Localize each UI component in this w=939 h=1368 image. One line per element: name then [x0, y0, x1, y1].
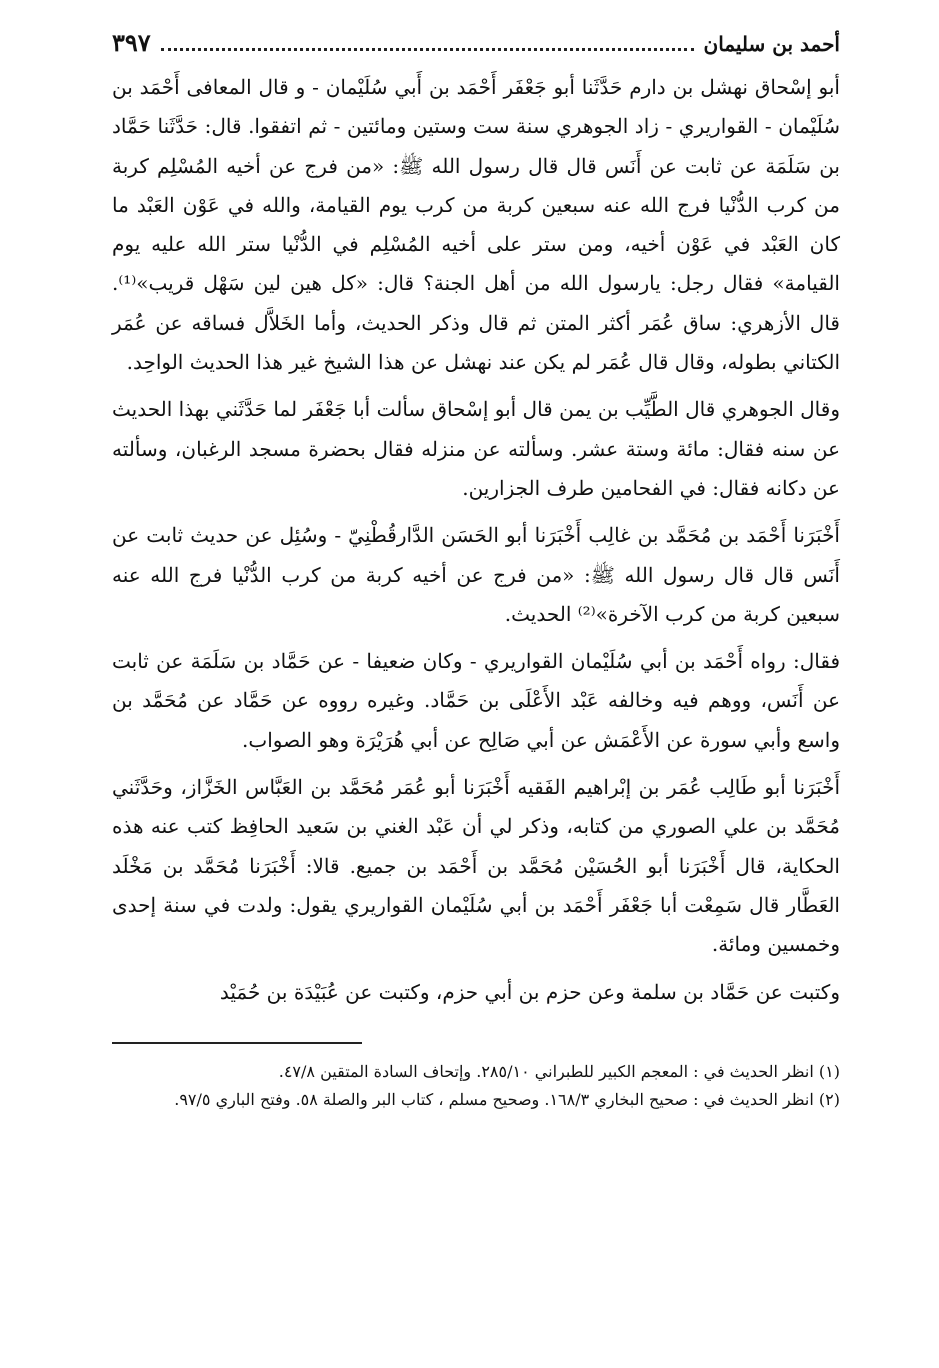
footnotes	[112, 1058, 840, 1114]
footnote: (٢) انظر الحديث في : صحيح البخاري ١٦٨/٣. وصحيح مسلم ، كتاب البر والصلة ٥٨. وفتح الباري ٩٧/٥.	[174, 1089, 840, 1109]
running-title: أحمد بن سليمان	[703, 32, 840, 56]
footnote-separator	[112, 1042, 362, 1044]
book-page	[112, 28, 840, 1114]
footnote: (١) انظر الحديث في : المعجم الكبير للطبراني ٢٨٥/١٠. وإتحاف السادة المتقين ٤٧/٨.	[278, 1061, 840, 1081]
paragraph: أَخْبَرَنا أبو طَالِب عُمَر بن إبْراهيم الفَقيه أَخْبَرَنا أبو عُمَر مُحَمَّد بن العَبَّاس الخَزَّاز، وحَدَّثَني مُحَمَّد بن علي الصوري من كتابه، وذكر لي أن عَبْد الغني بن سَعيد الحافِظ كتب عنه هذه الحكاية، قال أَخْبَرَنا أبو الحُسَيْن مُحَمَّد بن أَحْمَد بن جميع. قالا: أَخْبَرَنا مُحَمَّد بن مَخْلَد العَطَّار قال سَمِعْت أبا جَعْفَر أَحْمَد بن أبي سُلَيْمان القواريري يقول: ولدت في سنة إحدى وخمسين ومائة.	[112, 775, 840, 957]
main-text	[112, 68, 840, 1012]
paragraph: أَخْبَرَنا أَحْمَد بن مُحَمَّد بن غالِب أَخْبَرَنا أبو الحَسَن الدَّارقُطْنِيّ - وسُئِل عن حديث ثابت عن أَنَس قال قال رسول الله ﷺ: «من فرج عن أخيه كربة من كرب الدُّنْيا فرج الله عنه سبعين كربة من كرب الآخرة»⁽²⁾ الحديث.	[112, 523, 840, 626]
page-number: ٣٩٧	[112, 28, 151, 57]
paragraph: فقال: رواه أَحْمَد بن أبي سُلَيْمان القواريري - وكان ضعيفا - عن حَمَّاد بن سَلَمَة عن ثابت عن أَنَس، ووهم فيه وخالفه عَبْد الأَعْلَى بن حَمَّاد. وغيره رووه عن حَمَّاد عن مُحَمَّد بن واسع وأبي سورة عن الأَعْمَش عن أبي صَالِح عن أبي هُرَيْرَة وهو الصواب.	[112, 649, 840, 752]
paragraph: أبو إسْحاق نهشل بن دارم حَدَّثَنا أبو جَعْفَر أَحْمَد بن أَبي سُلَيْمان - و قال المعافى أَحْمَد بن سُلَيْمان - القواريري - زاد الجوهري سنة ست وستين ومائتين - ثم اتفقوا. قال: حَدَّثَنا حَمَّاد بن سَلَمَة عن ثابت عن أَنَس قال قال رسول الله ﷺ: «من فرج عن أخيه المُسْلِم كربة من كرب الدُّنْيا فرج الله عنه سبعين كربة من كرب يوم القيامة، والله في عَوْن العَبْد ما كان العَبْد في عَوْن أخيه، ومن ستر على أخيه المُسْلِم في الدُّنْيا ستر الله عليه يوم القيامة» فقال رجل: يارسول الله من أهل الجنة؟ قال: «كل هين لين سَهْل قريب»⁽¹⁾. قال الأزهري: ساق عُمَر أكثر المتن ثم قال وذكر الحديث، وأما الخَلاَّل فساقه عن عُمَر الكتاني بطوله، وقال قال عُمَر لم يكن عند نهشل عن هذا الشيخ غير هذا الحديث الواحِد.	[112, 75, 840, 375]
paragraph: وكتبت عن حَمَّاد بن سلمة وعن حزم بن أبي حزم، وكتبت عن عُبَيْدَة بن حُمَيْد	[219, 979, 840, 1004]
page-header	[112, 28, 840, 64]
leader-dots	[161, 47, 694, 51]
paragraph: وقال الجوهري قال الطَّيِّب بن يمن قال أبو إسْحاق سألت أبا جَعْفَر لما حَدَّثَني بهذا الحديث عن سنه فقال: مائة وستة عشر. وسألته عن منزله فقال بحضرة مسجد الرغبان، وسألته عن دكانه فقال: في الفحامين طرف الجزارين.	[112, 397, 840, 500]
